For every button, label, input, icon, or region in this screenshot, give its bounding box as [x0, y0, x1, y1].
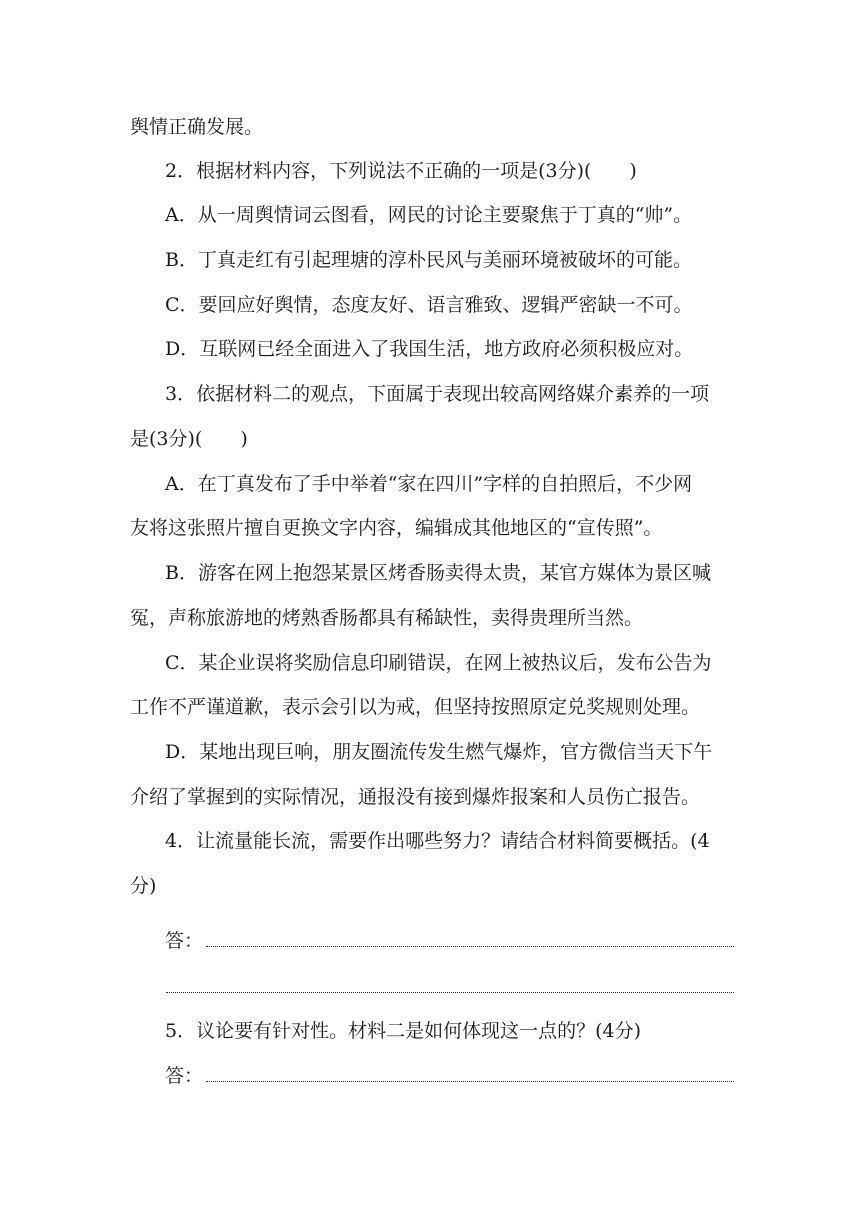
question-3-option-d-cont: 介绍了掌握到的实际情况，通报没有接到爆炸报案和人员伤亡报告。: [130, 786, 701, 808]
answer-line-4a[interactable]: [206, 946, 734, 947]
answer-line-4b[interactable]: [166, 992, 734, 993]
question-2-option-a: A．从一周舆情词云图看，网民的讨论主要聚焦于丁真的“帅”。: [165, 204, 693, 226]
question-3-option-a: A．在丁真发布了手中举着“家在四川”字样的自拍照后，不少网: [165, 473, 693, 495]
question-3-stem: 3．依据材料二的观点，下面属于表现出较高网络媒介素养的一项: [165, 383, 710, 405]
question-2-option-b: B．丁真走红有引起理塘的淳朴民风与美丽环境被破坏的可能。: [165, 249, 692, 271]
question-2-option-c: C．要回应好舆情，态度友好、语言雅致、逻辑严密缺一不可。: [165, 294, 693, 316]
question-3-stem-cont: 是(3分)( ): [130, 428, 248, 450]
question-3-option-c: C．某企业误将奖励信息印刷错误，在网上被热议后，发布公告为: [165, 652, 712, 674]
text-line: 舆情正确发展。: [130, 116, 264, 138]
question-2-stem: 2．根据材料内容，下列说法不正确的一项是(3分)( ): [165, 160, 637, 182]
answer-label-5: 答：: [165, 1065, 204, 1087]
answer-label-4: 答：: [165, 930, 204, 952]
question-3-option-b-cont: 冤，声称旅游地的烤熟香肠都具有稀缺性，卖得贵理所当然。: [130, 607, 644, 629]
question-4-stem: 4．让流量能长流，需要作出哪些努力？请结合材料简要概括。(4: [165, 830, 710, 852]
question-5-stem: 5．议论要有针对性。材料二是如何体现这一点的？(4分): [165, 1020, 642, 1042]
question-2-option-d: D．互联网已经全面进入了我国生活，地方政府必须积极应对。: [165, 338, 694, 360]
question-3-option-c-cont: 工作不严谨道歉，表示会引以为戒，但坚持按照原定兑奖规则处理。: [130, 696, 701, 718]
question-4-stem-cont: 分): [130, 875, 157, 897]
question-3-option-a-cont: 友将这张照片擅自更换文字内容，编辑成其他地区的“宣传照”。: [130, 517, 663, 539]
answer-line-5[interactable]: [206, 1081, 734, 1082]
question-3-option-d: D．某地出现巨响，朋友圈流传发生燃气爆炸，官方微信当天下午: [165, 741, 713, 763]
question-3-option-b: B．游客在网上抱怨某景区烤香肠卖得太贵，某官方媒体为景区喊: [165, 562, 711, 584]
